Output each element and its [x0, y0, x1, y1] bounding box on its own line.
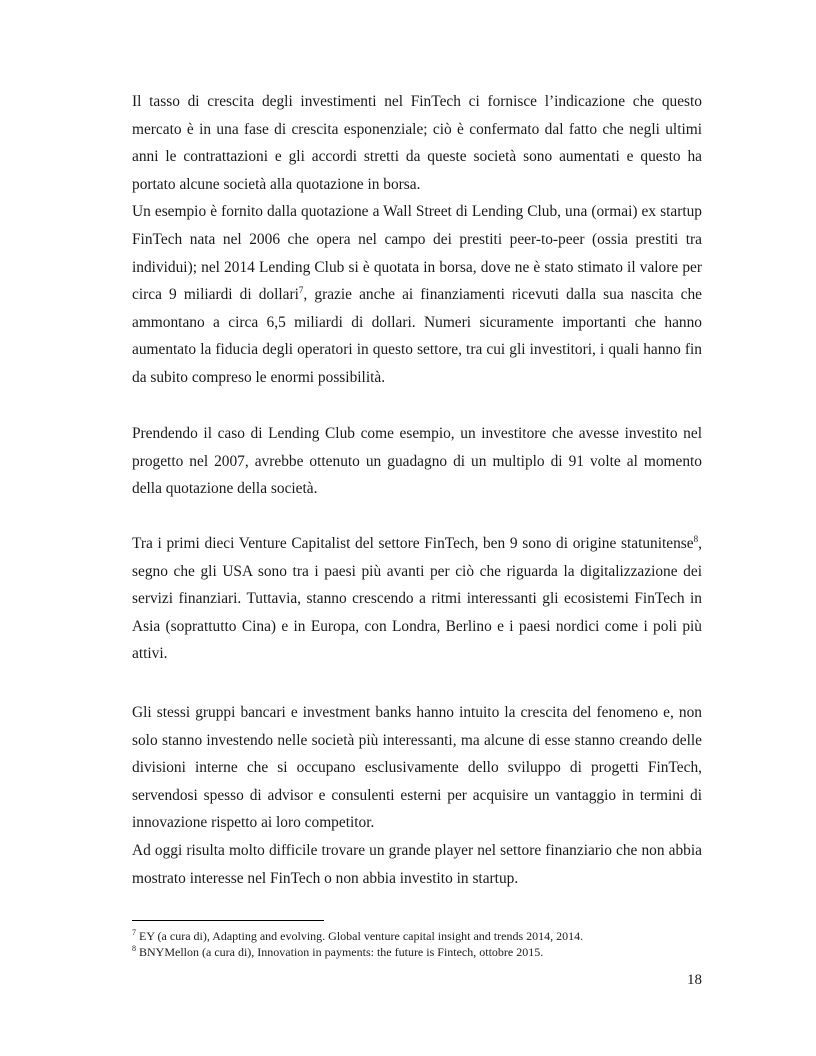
footnote-text: EY (a cura di), Adapting and evolving. Global venture capital insight and trends 2014, 2014.: [139, 929, 584, 943]
paragraph-text: Il tasso di crescita degli investimenti nel FinTech ci fornisce l’indicazione che questo mercato è in una fase di crescita esponenziale; ciò è confermato dal fatto che negli ultimi anni le contrattazioni e gli accordi stretti da queste società sono aumentati e questo ha portato alcune società alla quotazione in borsa.: [132, 93, 702, 193]
paragraph-text: , segno che gli USA sono tra i paesi più avanti per ciò che riguarda la digitalizzazione dei servizi finanziari. Tuttavia, stanno crescendo a ritmi interessanti gli ecosistemi FinTech in Asia (soprattutto Cina) e in Europa, con Londra, Berlino e i paesi nordici come i poli più attivi.: [132, 535, 702, 663]
footnote-number: 7: [132, 928, 136, 937]
footnote-ref-8: 8: [693, 533, 699, 544]
paragraph-venture-capitalists: [132, 530, 702, 668]
paragraph-text: Prendendo il caso di Lending Club come esempio, un investitore che avesse investito nel progetto nel 2007, avrebbe ottenuto un guadagno di un multiplo di 91 volte al momento della quotazione della società.: [132, 425, 702, 498]
footnote-item: [132, 944, 702, 960]
footnote-text: BNYMellon (a cura di), Innovation in payments: the future is Fintech, ottobre 2015.: [139, 945, 544, 959]
paragraph-text: Gli stessi gruppi bancari e investment banks hanno intuito la crescita del fenomeno e, non solo stanno investendo nelle società più interessanti, ma alcune di esse stanno creando delle divisioni interne che si occupano esclusivamente dello sviluppo di progetti FinTech, servendosi spesso di advisor e consulenti esterni per acquisire un vantaggio in termini di innovazione rispetto ai loro competitor.: [132, 704, 702, 832]
page-number: 18: [687, 972, 702, 988]
paragraph-banking-groups: [132, 699, 702, 892]
footnote-item: [132, 928, 702, 944]
footnote-ref-7: 7: [298, 285, 304, 296]
paragraph-lending-club-example: [132, 420, 702, 503]
paragraph-fintech-growth: [132, 88, 702, 392]
paragraph-text: Tra i primi dieci Venture Capitalist del settore FinTech, ben 9 sono di origine statunitense: [132, 535, 694, 552]
footnotes: [132, 928, 702, 960]
paragraph-text: Ad oggi risulta molto difficile trovare un grande player nel settore finanziario che non abbia mostrato interesse nel FinTech o non abbia investito in startup.: [132, 841, 702, 887]
footnote-divider: [132, 920, 324, 921]
footnote-number: 8: [132, 944, 136, 953]
paragraph-text: Un esempio è fornito dalla quotazione a Wall Street di Lending Club, una (ormai) ex startup FinTech nata nel 2006 che opera nel campo dei prestiti peer-to-peer (ossia prestiti tra individui); nel 2014 Lending Club si è quotata in borsa, dove ne è stato stimato il valore per circa 9 miliardi di dollari: [132, 203, 702, 304]
paragraph-text: , grazie anche ai finanziamenti ricevuti dalla sua nascita che ammontano a circa 6,5 miliardi di dollari. Numeri sicuramente importanti che hanno aumentato la fiducia degli operatori in questo settore, tra cui gli investitori, i quali hanno fin da subito compreso le enormi possibilità.: [132, 286, 702, 386]
